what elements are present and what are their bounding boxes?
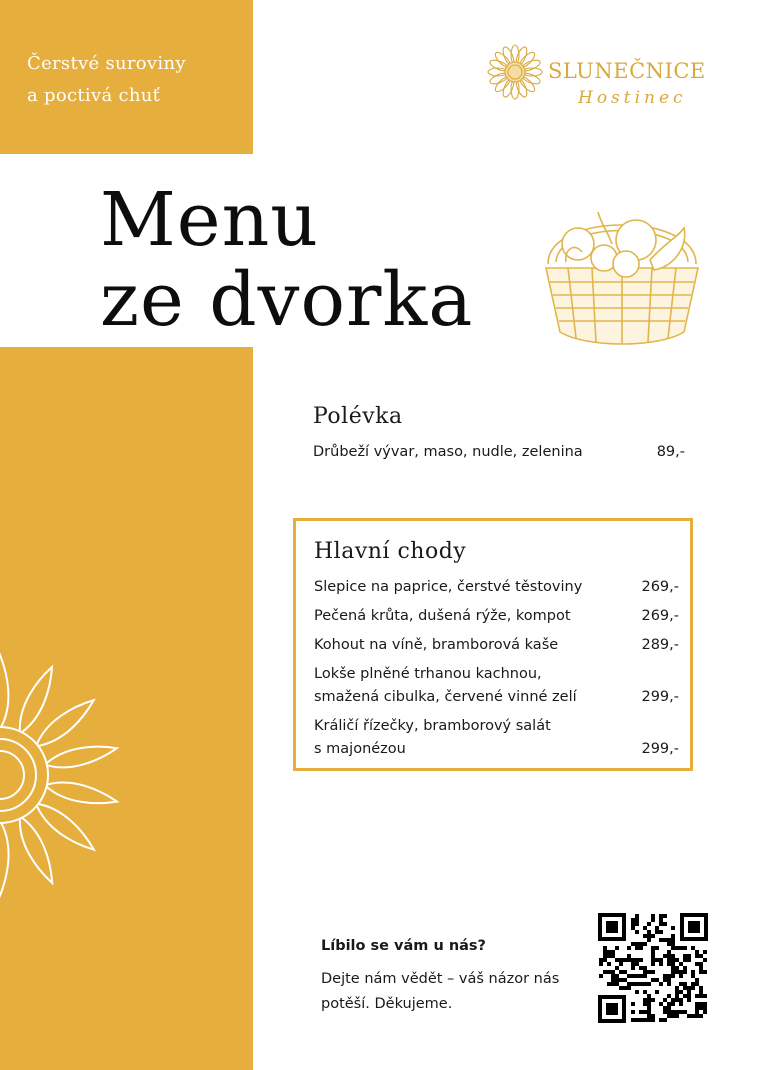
menu-item (314, 634, 679, 657)
menu-item-price: 289,- (641, 637, 679, 653)
title-line-1: Menu (100, 177, 319, 263)
main-courses-heading: Hlavní chody (314, 539, 467, 564)
menu-item-price: 299,- (641, 741, 679, 757)
menu-item (314, 663, 679, 709)
menu-item-name: Slepice na paprice, čerstvé těstoviny (314, 579, 583, 595)
menu-item-name: Drůbeží vývar, maso, nudle, zelenina (313, 444, 583, 460)
menu-item (313, 441, 685, 464)
sunflower-illustration (0, 640, 130, 910)
menu-item (314, 605, 679, 628)
menu-item-name-line-1: Králičí řízečky, bramborový salát (314, 718, 551, 734)
menu-item-name-line-2: s majonézou (314, 741, 406, 757)
feedback-question: Líbilo se vám u nás? (321, 938, 486, 954)
tagline (27, 48, 186, 112)
soup-section (313, 404, 685, 464)
feedback-text-line-2: potěší. Děkujeme. (321, 996, 453, 1012)
feedback-section (321, 934, 581, 1017)
logo-name: SLUNEČNICE (548, 59, 706, 83)
main-courses-box (293, 518, 693, 771)
qr-code[interactable] (598, 913, 708, 1023)
menu-item-name-line-2: smažená cibulka, červené vinné zelí (314, 689, 577, 705)
soup-heading: Polévka (313, 404, 403, 429)
vegetable-basket-illustration (538, 182, 706, 350)
menu-item-name: Pečená krůta, dušená rýže, kompot (314, 608, 571, 624)
menu-item-price: 269,- (641, 579, 679, 595)
menu-item-price: 89,- (656, 444, 685, 460)
page-title (100, 177, 474, 343)
menu-item (314, 576, 679, 599)
menu-item (314, 715, 679, 761)
menu-item-price: 299,- (641, 689, 679, 705)
tagline-line-2: a poctivá chuť (27, 85, 161, 106)
feedback-text-line-1: Dejte nám vědět – váš názor nás (321, 971, 560, 987)
menu-item-name-line-1: Lokše plněné trhanou kachnou, (314, 666, 542, 682)
title-line-2: ze dvorka (100, 257, 474, 343)
menu-item-name: Kohout na víně, bramborová kaše (314, 637, 559, 653)
logo-subtitle: Hostinec (578, 88, 687, 108)
tagline-line-1: Čerstvé suroviny (27, 53, 186, 74)
menu-item-price: 269,- (641, 608, 679, 624)
